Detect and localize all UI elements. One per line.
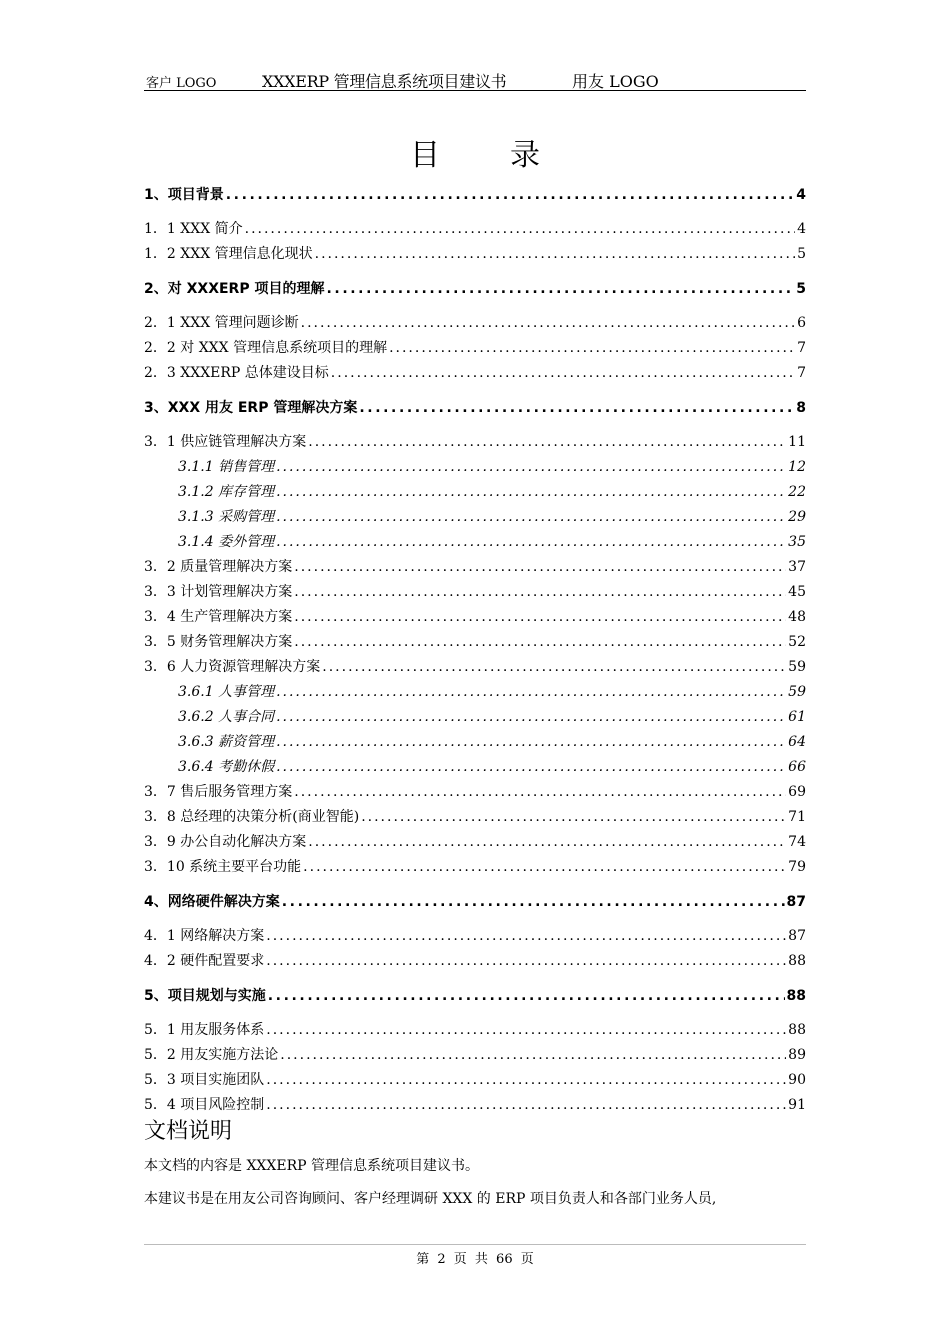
toc-entry[interactable] [144,556,806,578]
toc-leader-dots [308,431,786,453]
toc-entry[interactable] [178,456,806,478]
toc-leader-dots [294,781,786,803]
doc-note-paragraph-1: 本文档的内容是 XXXERP 管理信息系统项目建议书。 [144,1158,479,1174]
toc-entry[interactable] [144,856,806,878]
toc-entry-label: 5．2 用友实施方法论 [144,1047,279,1063]
toc-entry[interactable] [144,581,806,603]
toc-entry-page-number: 52 [788,634,806,650]
toc-entry-label: 4．2 硬件配置要求 [144,953,265,969]
toc-entry-label: 3．1 供应链管理解决方案 [144,434,307,450]
toc-leader-dots [294,631,786,653]
toc-leader-dots [266,1094,786,1116]
toc-leader-dots [303,856,786,878]
toc-entry-page-number: 64 [788,734,806,750]
toc-leader-dots [315,243,795,265]
toc-leader-dots [266,950,786,972]
toc-leader-dots [276,681,786,703]
toc-leader-dots [245,218,795,240]
toc-entry-label: 3、XXX 用友 ERP 管理解决方案 [144,400,358,416]
toc-entry-label: 3.6.1 人事管理 [178,684,275,700]
toc-entry[interactable] [144,184,806,206]
toc-entry-page-number: 59 [788,659,806,675]
toc-entry-page-number: 22 [788,484,806,500]
doc-note-paragraph-2: 本建议书是在用友公司咨询顾问、客户经理调研 XXX 的 ERP 项目负责人和各部门业务人员, [144,1191,717,1207]
toc-entry[interactable] [144,431,806,453]
toc-entry-page-number: 87 [786,894,806,910]
toc-entry[interactable] [144,1069,806,1091]
toc-entry-page-number: 89 [788,1047,806,1063]
toc-entry-label: 3.6.4 考勤休假 [178,759,275,775]
toc-leader-dots [276,456,786,478]
toc-entry-label: 3.1.4 委外管理 [178,534,275,550]
toc-entry-label: 1．1 XXX 简介 [144,221,243,237]
toc-entry-label: 3．4 生产管理解决方案 [144,609,293,625]
yonyou-logo-text: 用友 LOGO [572,72,659,91]
toc-entry[interactable] [144,631,806,653]
toc-entry-label: 2、对 XXXERP 项目的理解 [144,281,325,297]
toc-leader-dots [226,184,795,206]
toc-entry[interactable] [144,831,806,853]
toc-leader-dots [389,337,795,359]
document-header-title: XXXERP 管理信息系统项目建议书 [262,72,507,91]
toc-entry-label: 3.1.1 销售管理 [178,459,275,475]
toc-entry[interactable] [144,1019,806,1041]
toc-entry-label: 5、项目规划与实施 [144,988,266,1004]
toc-entry-page-number: 59 [788,684,806,700]
toc-leader-dots [280,1044,786,1066]
toc-entry[interactable] [144,950,806,972]
toc-entry-label: 3.1.3 采购管理 [178,509,275,525]
toc-entry-page-number: 88 [788,1022,806,1038]
toc-leader-dots [268,985,785,1007]
toc-leader-dots [266,1069,786,1091]
toc-leader-dots [361,806,786,828]
toc-entry-page-number: 12 [788,459,806,475]
toc-entry[interactable] [144,606,806,628]
toc-entry-page-number: 5 [796,281,806,297]
toc-entry-label: 5．4 项目风险控制 [144,1097,265,1113]
toc-entry-page-number: 88 [786,988,806,1004]
page-header [144,68,806,91]
toc-entry-label: 3．2 质量管理解决方案 [144,559,293,575]
toc-entry-page-number: 61 [788,709,806,725]
toc-entry[interactable] [144,1044,806,1066]
toc-leader-dots [276,756,786,778]
toc-entry-label: 2．1 XXX 管理问题诊断 [144,315,299,331]
toc-entry-label: 4、网络硬件解决方案 [144,894,280,910]
toc-entry[interactable] [178,531,806,553]
toc-entry[interactable] [144,781,806,803]
toc-entry-label: 2．2 对 XXX 管理信息系统项目的理解 [144,340,388,356]
toc-entry-page-number: 69 [788,784,806,800]
toc-entry[interactable] [178,681,806,703]
toc-entry-page-number: 11 [788,434,806,450]
toc-entry-page-number: 6 [797,315,806,331]
toc-leader-dots [276,731,786,753]
toc-entry-label: 2．3 XXXERP 总体建设目标 [144,365,329,381]
toc-leader-dots [331,362,795,384]
toc-entry-page-number: 45 [788,584,806,600]
toc-leader-dots [276,706,786,728]
toc-entry-page-number: 90 [788,1072,806,1088]
toc-leader-dots [294,581,786,603]
toc-entry-page-number: 4 [797,221,806,237]
toc-entry-page-number: 5 [797,246,806,262]
toc-leader-dots [294,606,786,628]
toc-entry-label: 3.6.3 薪资管理 [178,734,275,750]
toc-leader-dots [276,506,786,528]
toc-leader-dots [308,831,786,853]
toc-entry-page-number: 88 [788,953,806,969]
toc-entry-page-number: 35 [788,534,806,550]
toc-entry[interactable] [178,481,806,503]
toc-entry[interactable] [144,985,806,1007]
toc-entry-label: 3．5 财务管理解决方案 [144,634,293,650]
toc-entry-label: 3．3 计划管理解决方案 [144,584,293,600]
toc-entry-page-number: 7 [797,340,806,356]
toc-entry[interactable] [178,506,806,528]
toc-entry-label: 4．1 网络解决方案 [144,928,265,944]
toc-leader-dots [359,397,794,419]
toc-entry[interactable] [144,312,806,334]
toc-entry[interactable] [178,731,806,753]
toc-leader-dots [282,891,785,913]
toc-entry-page-number: 48 [788,609,806,625]
toc-entry[interactable] [144,397,806,419]
toc-entry[interactable] [178,756,806,778]
toc-title: 目录 [410,138,610,173]
toc-entry-page-number: 71 [788,809,806,825]
toc-entry-label: 5．3 项目实施团队 [144,1072,265,1088]
toc-entry-page-number: 74 [788,834,806,850]
toc-entry-label: 3．6 人力资源管理解决方案 [144,659,321,675]
toc-entry[interactable] [144,218,806,240]
toc-entry[interactable] [144,925,806,947]
toc-entry-label: 1、项目背景 [144,187,224,203]
toc-entry-page-number: 37 [788,559,806,575]
toc-entry-label: 3．10 系统主要平台功能 [144,859,302,875]
toc-entry-page-number: 87 [788,928,806,944]
toc-leader-dots [326,278,794,300]
toc-leader-dots [322,656,786,678]
toc-entry-page-number: 8 [796,400,806,416]
toc-entry-label: 3.6.2 人事合同 [178,709,275,725]
toc-entry-page-number: 7 [797,365,806,381]
toc-leader-dots [294,556,786,578]
toc-entry-page-number: 4 [796,187,806,203]
toc-entry[interactable] [144,337,806,359]
toc-entry-label: 3．8 总经理的决策分析(商业智能) [144,809,360,825]
toc-entry-page-number: 91 [788,1097,806,1113]
toc-entry[interactable] [144,278,806,300]
toc-leader-dots [276,531,786,553]
toc-leader-dots [276,481,786,503]
toc-entry-page-number: 79 [788,859,806,875]
toc-entry[interactable] [144,656,806,678]
toc-entry-label: 1．2 XXX 管理信息化现状 [144,246,313,262]
toc-entry-label: 3．9 办公自动化解决方案 [144,834,307,850]
toc-entry[interactable] [144,243,806,265]
toc-leader-dots [301,312,795,334]
toc-leader-dots [266,1019,786,1041]
toc-entry[interactable] [178,706,806,728]
toc-entry-page-number: 29 [788,509,806,525]
toc-leader-dots [266,925,786,947]
toc-entry-page-number: 66 [788,759,806,775]
toc-entry[interactable] [144,362,806,384]
toc-entry[interactable] [144,1094,806,1116]
toc-entry-label: 3.1.2 库存管理 [178,484,275,500]
page-footer: 第 2 页 共 66 页 [416,1252,534,1267]
footer-divider [144,1244,806,1245]
toc-entry-label: 5．1 用友服务体系 [144,1022,265,1038]
toc-entry[interactable] [144,891,806,913]
toc-entry-label: 3．7 售后服务管理方案 [144,784,293,800]
toc-entry[interactable] [144,806,806,828]
doc-note-heading: 文档说明 [144,1119,233,1144]
client-logo-text: 客户 LOGO [146,76,217,91]
